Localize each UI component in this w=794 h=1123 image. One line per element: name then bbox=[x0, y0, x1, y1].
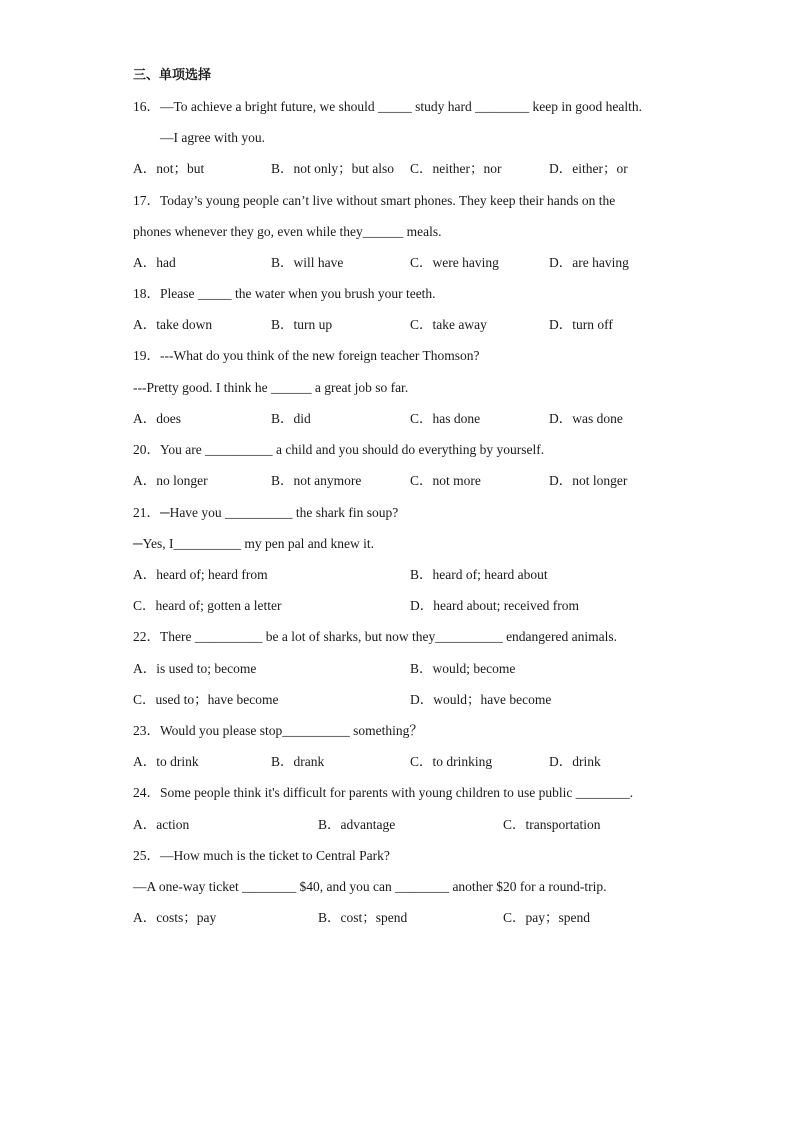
q16-option-c: C．neither；nor bbox=[410, 161, 502, 176]
q22-option-b: B．would; become bbox=[410, 661, 516, 676]
question-18-stem: 18．Please _____ the water when you brush your teeth. bbox=[133, 286, 436, 301]
question-22-stem: 22．There __________ be a lot of sharks, but now they__________ endangered animals. bbox=[133, 629, 618, 644]
question-16-stem: 16．—To achieve a bright future, we should _____ study hard ________ keep in good health. bbox=[133, 99, 642, 114]
q20-option-a: A．no longer bbox=[133, 473, 208, 488]
q20-option-c: C．not more bbox=[410, 473, 481, 488]
q17-option-c: C．were having bbox=[410, 255, 499, 270]
question-23-stem: 23．Would you please stop__________ something？ bbox=[133, 723, 423, 738]
q20-option-d: D．not longer bbox=[549, 473, 628, 488]
q25-option-c: C．pay；spend bbox=[503, 910, 590, 925]
q24-option-c: C．transportation bbox=[503, 817, 601, 832]
q24-option-b: B．advantage bbox=[318, 817, 396, 832]
q19-option-c: C．has done bbox=[410, 411, 481, 426]
question-17-stem-cont: phones whenever they go, even while they______ meals. bbox=[133, 224, 442, 239]
q19-option-d: D．was done bbox=[549, 411, 623, 426]
q18-option-b: B．turn up bbox=[271, 317, 333, 332]
q18-option-c: C．take away bbox=[410, 317, 487, 332]
q22-option-c: C．used to；have become bbox=[133, 692, 279, 707]
q18-option-a: A．take down bbox=[133, 317, 213, 332]
question-24-stem: 24．Some people think it's difficult for parents with young children to use public ________. bbox=[133, 785, 634, 800]
q21-option-b: B．heard of; heard about bbox=[410, 567, 548, 582]
q17-option-d: D．are having bbox=[549, 255, 629, 270]
q22-option-a: A．is used to; become bbox=[133, 661, 257, 676]
q20-option-b: B．not anymore bbox=[271, 473, 362, 488]
q25-option-a: A．costs；pay bbox=[133, 910, 217, 925]
q24-option-a: A．action bbox=[133, 817, 190, 832]
question-25-stem: 25．—How much is the ticket to Central Park? bbox=[133, 848, 390, 863]
q25-option-b: B．cost；spend bbox=[318, 910, 408, 925]
question-19-stem: 19．---What do you think of the new foreign teacher Thomson? bbox=[133, 348, 480, 363]
section-title: 三、单项选择 bbox=[133, 68, 212, 83]
q22-option-d: D．would；have become bbox=[410, 692, 552, 707]
q21-option-a: A．heard of; heard from bbox=[133, 567, 268, 582]
q23-option-b: B．drank bbox=[271, 754, 325, 769]
q23-option-a: A．to drink bbox=[133, 754, 199, 769]
q23-option-d: D．drink bbox=[549, 754, 601, 769]
q16-option-d: D．either；or bbox=[549, 161, 628, 176]
q16-option-b: B．not only；but also bbox=[271, 161, 395, 176]
question-25-reply: —A one-way ticket ________ $40, and you can ________ another $20 for a round-trip. bbox=[133, 879, 607, 894]
q16-option-a: A．not；but bbox=[133, 161, 205, 176]
q23-option-c: C．to drinking bbox=[410, 754, 493, 769]
question-21-reply: ─Yes, I__________ my pen pal and knew it. bbox=[133, 536, 375, 551]
question-21-stem: 21．─Have you __________ the shark fin soup? bbox=[133, 505, 399, 520]
q17-option-a: A．had bbox=[133, 255, 176, 270]
q19-option-b: B．did bbox=[271, 411, 311, 426]
q17-option-b: B．will have bbox=[271, 255, 344, 270]
q21-option-d: D．heard about; received from bbox=[410, 598, 580, 613]
question-20-stem: 20．You are __________ a child and you should do everything by yourself. bbox=[133, 442, 545, 457]
question-17-stem: 17．Today’s young people can’t live without smart phones. They keep their hands on the bbox=[133, 193, 616, 208]
q19-option-a: A．does bbox=[133, 411, 181, 426]
q18-option-d: D．turn off bbox=[549, 317, 613, 332]
question-19-reply: ---Pretty good. I think he ______ a great job so far. bbox=[133, 380, 409, 395]
q21-option-c: C．heard of; gotten a letter bbox=[133, 598, 282, 613]
question-16-reply: —I agree with you. bbox=[160, 130, 265, 145]
